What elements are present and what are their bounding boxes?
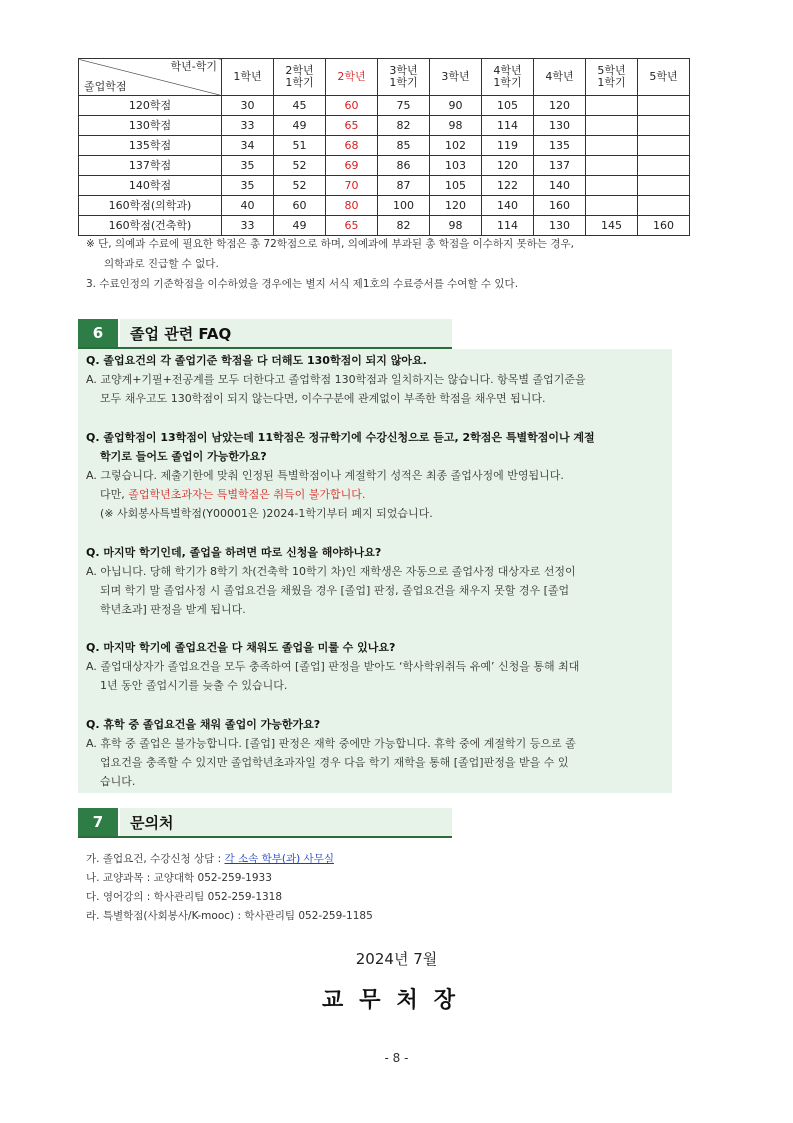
table-header-cell: 3학년 1학기 [378, 59, 430, 96]
table-cell: 145 [586, 216, 638, 236]
table-cell: 119 [482, 136, 534, 156]
table-cell [586, 176, 638, 196]
table-cell: 130 [534, 116, 586, 136]
table-cell: 45 [274, 96, 326, 116]
table-cell: 114 [482, 216, 534, 236]
table-cell [638, 96, 690, 116]
note-line: 의학과로 진급할 수 없다. [104, 258, 219, 270]
contact-line: 나. 교양과목 : 교양대학 052-259-1933 [86, 872, 272, 884]
table-cell: 35 [222, 176, 274, 196]
table-cell: 120 [430, 196, 482, 216]
table-cell: 69 [326, 156, 378, 176]
table-cell [638, 176, 690, 196]
faq-question: Q. 졸업학점이 13학점이 남았는데 11학점은 정규학기에 수강신청으로 듣고, 2학점은 특별학점이나 계절 [86, 431, 595, 444]
faq-answer: A. 아닙니다. 당해 학기가 8학기 차(건축학 10학기 차)인 재학생은 자동으로 졸업사정 대상자로 선정이 [86, 565, 576, 578]
table-cell [638, 116, 690, 136]
faq-answer: A. 교양계+기필+전공계를 모두 더한다고 졸업학점 130학점과 일치하지는 않습니다. 항목별 졸업기준을 [86, 373, 586, 386]
table-cell: 114 [482, 116, 534, 136]
table-header-cell: 2학년 1학기 [274, 59, 326, 96]
table-header-cell: 4학년 [534, 59, 586, 96]
faq-answer-warning: 졸업학년초과자는 특별학점은 취득이 불가합니다. [128, 488, 366, 501]
row-label-cell: 140학점 [79, 176, 222, 196]
row-label-cell: 137학점 [79, 156, 222, 176]
table-body [79, 96, 690, 236]
table-cell: 34 [222, 136, 274, 156]
table-cell [586, 116, 638, 136]
faq-answer: 업요건을 충족할 수 있지만 졸업학년초과자일 경우 다음 학기 재학을 통해 [졸업]판정을 받을 수 있 [100, 756, 569, 769]
table-cell: 140 [482, 196, 534, 216]
table-cell: 160 [534, 196, 586, 216]
section-header-contact [78, 808, 452, 838]
table-header-cell: 1학년 [222, 59, 274, 96]
table-cell: 82 [378, 116, 430, 136]
table-cell: 102 [430, 136, 482, 156]
table-cell: 80 [326, 196, 378, 216]
faq-question: Q. 휴학 중 졸업요건을 채워 졸업이 가능한가요? [86, 718, 321, 731]
table-cell: 70 [326, 176, 378, 196]
table-cell: 52 [274, 176, 326, 196]
section-number: 6 [78, 319, 118, 347]
table-row [79, 156, 690, 176]
table-cell: 60 [326, 96, 378, 116]
note-line: 3. 수료인정의 기준학점을 이수하였을 경우에는 별지 서식 제1호의 수료증서를 수여할 수 있다. [86, 278, 519, 290]
faq-question: 학기로 들어도 졸업이 가능한가요? [100, 450, 267, 463]
table-cell: 33 [222, 216, 274, 236]
faq-item [86, 351, 666, 408]
table-row [79, 216, 690, 236]
section-number: 7 [78, 808, 118, 836]
faq-answer: (※ 사회봉사특별학점(Y00001은 )2024-1학기부터 폐지 되었습니다. [100, 507, 433, 520]
corner-label-bottom: 졸업학점 [84, 80, 127, 93]
table-header-row [79, 59, 690, 96]
table-header-cell: 3학년 [430, 59, 482, 96]
contact-label: 가. 졸업요건, 수강신청 상담 : [86, 853, 225, 865]
row-label-cell: 130학점 [79, 116, 222, 136]
row-label-cell: 160학점(의학과) [79, 196, 222, 216]
table-cell: 49 [274, 216, 326, 236]
table-cell [586, 136, 638, 156]
table-header-cell: 2학년 [326, 59, 378, 96]
faq-answer: A. 졸업대상자가 졸업요건을 모두 충족하여 [졸업] 판정을 받아도 ‘학사학위취득 유예’ 신청을 통해 최대 [86, 660, 580, 673]
faq-answer: 모두 채우고도 130학점이 되지 않는다면, 이수구분에 관계없이 부족한 학점을 채우면 됩니다. [100, 392, 546, 405]
table-row [79, 196, 690, 216]
table-cell: 105 [482, 96, 534, 116]
table-cell: 100 [378, 196, 430, 216]
table-header-cell: 5학년 [638, 59, 690, 96]
row-label-cell: 135학점 [79, 136, 222, 156]
table-cell: 60 [274, 196, 326, 216]
faq-answer: 되며 학기 말 졸업사정 시 졸업요건을 채웠을 경우 [졸업] 판정, 졸업요건을 채우지 못할 경우 [졸업 [100, 584, 570, 597]
table-row [79, 176, 690, 196]
table-cell: 120 [534, 96, 586, 116]
table-cell: 140 [534, 176, 586, 196]
issuer-signature: 교무처장 [321, 988, 471, 1013]
table-cell: 35 [222, 156, 274, 176]
table-cell: 52 [274, 156, 326, 176]
faq-question: Q. 졸업요건의 각 졸업기준 학점을 다 더해도 130학점이 되지 않아요. [86, 354, 427, 367]
section-header-faq [78, 319, 452, 349]
department-office-link[interactable]: 각 소속 학부(과) 사무실 [224, 853, 334, 865]
faq-answer: A. 그렇습니다. 제출기한에 맞춰 인정된 특별학점이나 계절학기 성적은 최종 졸업사정에 반영됩니다. [86, 469, 564, 482]
faq-item [86, 543, 666, 619]
row-label-cell: 120학점 [79, 96, 222, 116]
table-cell: 120 [482, 156, 534, 176]
table-cell [638, 156, 690, 176]
table-corner-cell [79, 59, 222, 96]
table-header-cell: 4학년 1학기 [482, 59, 534, 96]
document-date: 2024년 7월 [355, 950, 438, 968]
faq-answer [86, 485, 666, 504]
table-cell [586, 96, 638, 116]
table-header-cell: 5학년 1학기 [586, 59, 638, 96]
table-cell: 98 [430, 216, 482, 236]
table-cell: 135 [534, 136, 586, 156]
table-cell [638, 136, 690, 156]
table-cell: 85 [378, 136, 430, 156]
faq-answer-text: 다만, [100, 488, 129, 501]
corner-label-top: 학년-학기 [170, 60, 217, 73]
table-cell: 103 [430, 156, 482, 176]
row-label-cell: 160학점(건축학) [79, 216, 222, 236]
faq-question: Q. 마지막 학기인데, 졸업을 하려면 따로 신청을 해야하나요? [86, 546, 382, 559]
credit-table [78, 58, 690, 236]
table-cell: 160 [638, 216, 690, 236]
faq-item [86, 428, 666, 523]
contact-line [86, 851, 334, 866]
table-cell: 86 [378, 156, 430, 176]
table-cell: 98 [430, 116, 482, 136]
faq-item [86, 715, 666, 791]
table-cell [586, 196, 638, 216]
table-cell: 137 [534, 156, 586, 176]
table-cell: 122 [482, 176, 534, 196]
table-cell: 82 [378, 216, 430, 236]
faq-answer: 학년초과] 판정을 받게 됩니다. [100, 603, 246, 616]
faq-question: Q. 마지막 학기에 졸업요건을 다 채워도 졸업을 미룰 수 있나요? [86, 641, 396, 654]
contact-line: 다. 영어강의 : 학사관리팀 052-259-1318 [86, 891, 283, 903]
note-line: ※ 단, 의예과 수료에 필요한 학점은 총 72학점으로 하며, 의예과에 부과된 총 학점을 이수하지 못하는 경우, [86, 238, 574, 250]
table-cell: 87 [378, 176, 430, 196]
table-cell: 90 [430, 96, 482, 116]
table-cell: 130 [534, 216, 586, 236]
table-cell: 51 [274, 136, 326, 156]
table-cell: 68 [326, 136, 378, 156]
faq-answer: 습니다. [100, 775, 136, 788]
faq-answer: A. 휴학 중 졸업은 불가능합니다. [졸업] 판정은 재학 중에만 가능합니다. 휴학 중에 계절학기 등으로 졸 [86, 737, 576, 750]
faq-box [78, 349, 672, 793]
table-cell [586, 156, 638, 176]
table-cell: 75 [378, 96, 430, 116]
section-title: 졸업 관련 FAQ [120, 319, 452, 347]
table-cell: 65 [326, 116, 378, 136]
table-cell: 105 [430, 176, 482, 196]
contact-line: 라. 특별학점(사회봉사/K-mooc) : 학사관리팀 052-259-1185 [86, 910, 373, 922]
faq-answer: 1년 동안 졸업시기를 늦출 수 있습니다. [100, 679, 288, 692]
table-cell: 40 [222, 196, 274, 216]
table-cell: 30 [222, 96, 274, 116]
table-row [79, 116, 690, 136]
section-title: 문의처 [120, 808, 452, 836]
table-cell: 65 [326, 216, 378, 236]
table-row [79, 136, 690, 156]
table-cell: 49 [274, 116, 326, 136]
faq-item [86, 638, 666, 695]
table-row [79, 96, 690, 116]
table-cell: 33 [222, 116, 274, 136]
page-number: - 8 - [384, 1051, 409, 1065]
table-cell [638, 196, 690, 216]
